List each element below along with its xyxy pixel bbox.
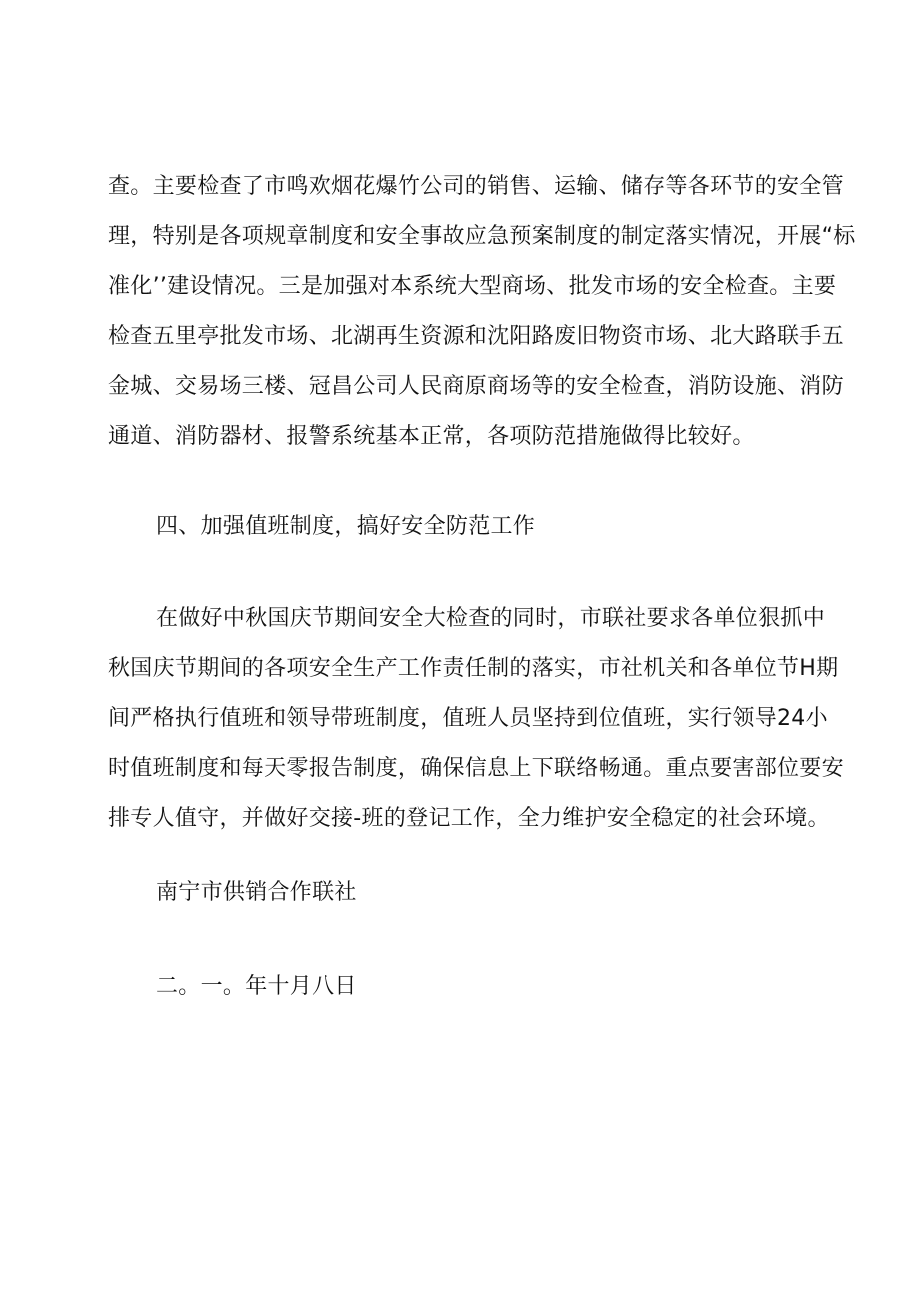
signature: 南宁市供销合作联社 [156, 880, 357, 905]
paragraph-line: 检查五里亭批发市场、北湖再生资源和沈阳路废旧物资市场、北大路联手五 [108, 324, 844, 349]
paragraph-line: 排专人值守，并做好交接-班的登记工作，全力维护安全稳定的社会环境。 [108, 806, 830, 831]
section-heading: 四、加强值班制度，搞好安全防范工作 [156, 514, 536, 539]
paragraph-line: 时值班制度和每天零报告制度，确保信息上下联络畅通。重点要害部位要安 [108, 756, 844, 781]
paragraph-line: 通道、消防器材、报警系统基本正常，各项防范措施做得比较好。 [108, 424, 755, 449]
paragraph-line: 金城、交易场三楼、冠昌公司人民商原商场等的安全检查，消防设施、消防 [108, 374, 844, 399]
paragraph-line: 在做好中秋国庆节期间安全大检查的同时，市联社要求各单位狠抓中 [156, 606, 826, 631]
paragraph-line: 秋国庆节期间的各项安全生产工作责任制的落实，市社机关和各单位节H期 [108, 656, 839, 681]
paragraph-line: 查。主要检查了市鸣欢烟花爆竹公司的销售、运输、储存等各环节的安全管 [108, 174, 844, 199]
paragraph-line: 间严格执行值班和领导带班制度，值班人员坚持到位值班，实行领导24小 [108, 706, 828, 731]
paragraph-line: 准化’’建设情况。三是加强对本系统大型商场、批发市场的安全检查。主要 [108, 274, 837, 299]
date: 二。一。年十月八日 [156, 974, 357, 999]
paragraph-line: 理，特别是各项规章制度和安全事故应急预案制度的制定落实情况，开展“标 [108, 224, 856, 249]
